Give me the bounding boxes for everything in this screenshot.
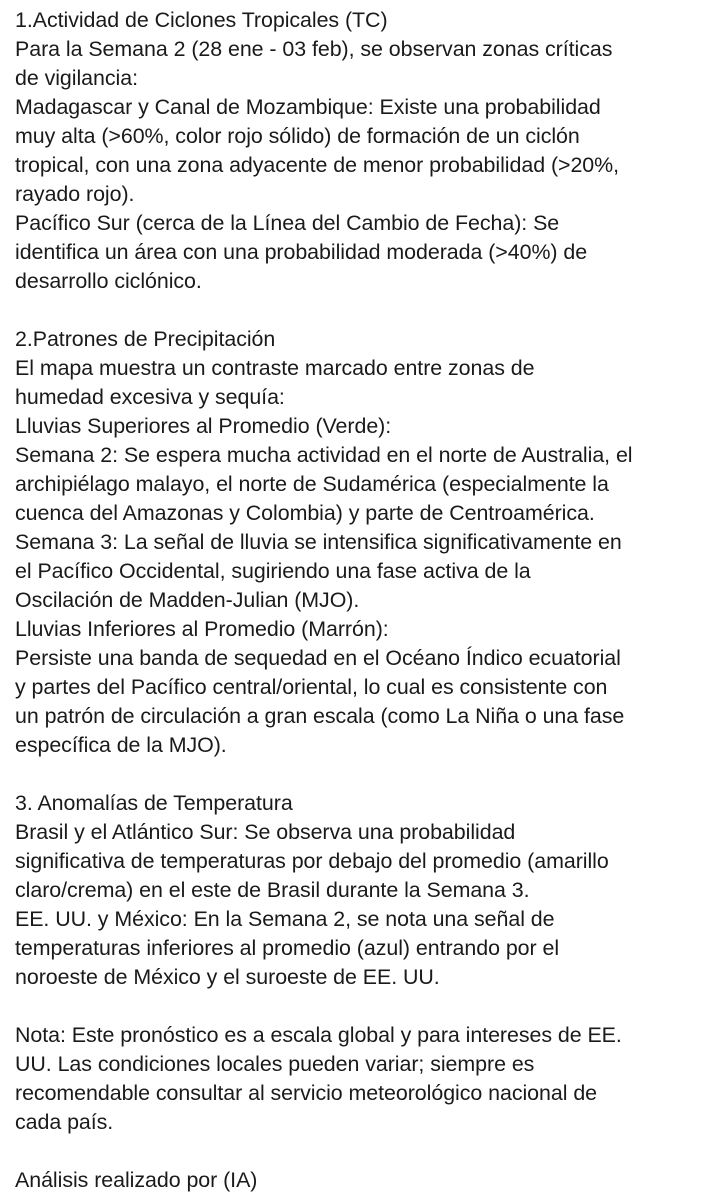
paragraph-gap (15, 760, 706, 789)
text-line: Pacífico Sur (cerca de la Línea del Cambio de Fecha): Se (15, 211, 560, 235)
signature-line: Análisis realizado por (IA) (15, 1168, 258, 1192)
paragraph-gap (15, 296, 706, 325)
section-nota (15, 1021, 706, 1137)
text-line: Semana 2: Se espera mucha actividad en el norte de Australia, el (15, 443, 633, 467)
text-line: Para la Semana 2 (28 ene - 03 feb), se observan zonas críticas (15, 37, 613, 61)
text-line: noroeste de México y el suroeste de EE. UU. (15, 965, 440, 989)
section-temperatura (15, 789, 706, 992)
text-line: humedad excesiva y sequía: (15, 385, 285, 409)
section-heading: 3. Anomalías de Temperatura (15, 791, 293, 815)
text-line: un patrón de circulación a gran escala (como La Niña o una fase (15, 704, 625, 728)
text-line: cada país. (15, 1110, 114, 1134)
text-line: claro/crema) en el este de Brasil durante la Semana 3. (15, 878, 530, 902)
text-line: Oscilación de Madden-Julian (MJO). (15, 588, 360, 612)
paragraph-gap (15, 992, 706, 1021)
text-line: Madagascar y Canal de Mozambique: Existe una probabilidad (15, 95, 601, 119)
text-line: El mapa muestra un contraste marcado entre zonas de (15, 356, 535, 380)
text-line: Lluvias Inferiores al Promedio (Marrón): (15, 617, 389, 641)
text-line: y partes del Pacífico central/oriental, lo cual es consistente con (15, 675, 608, 699)
section-heading: 2.Patrones de Precipitación (15, 327, 276, 351)
text-line: de vigilancia: (15, 66, 138, 90)
section-precipitacion (15, 325, 706, 760)
text-line: Persiste una banda de sequedad en el Océano Índico ecuatorial (15, 646, 621, 670)
paragraph-gap (15, 1137, 706, 1166)
text-line: Semana 3: La señal de lluvia se intensifica significativamente en (15, 530, 622, 554)
text-line: el Pacífico Occidental, sugiriendo una fase activa de la (15, 559, 531, 583)
text-line: identifica un área con una probabilidad moderada (>40%) de (15, 240, 588, 264)
text-line: muy alta (>60%, color rojo sólido) de formación de un ciclón (15, 124, 580, 148)
text-line: Brasil y el Atlántico Sur: Se observa una probabilidad (15, 820, 516, 844)
text-line: tropical, con una zona adyacente de menor probabilidad (>20%, (15, 153, 620, 177)
text-line: significativa de temperaturas por debajo del promedio (amarillo (15, 849, 609, 873)
text-line: archipiélago malayo, el norte de Sudamérica (especialmente la (15, 472, 609, 496)
section-firma (15, 1166, 706, 1195)
text-line: EE. UU. y México: En la Semana 2, se nota una señal de (15, 907, 555, 931)
section-ciclones (15, 6, 706, 296)
text-line: UU. Las condiciones locales pueden variar; siempre es (15, 1052, 535, 1076)
text-line: recomendable consultar al servicio meteorológico nacional de (15, 1081, 598, 1105)
text-line: específica de la MJO). (15, 733, 227, 757)
text-line: Nota: Este pronóstico es a escala global y para intereses de EE. (15, 1023, 622, 1047)
text-line: rayado rojo). (15, 182, 135, 206)
section-heading: 1.Actividad de Ciclones Tropicales (TC) (15, 8, 388, 32)
text-line: Lluvias Superiores al Promedio (Verde): (15, 414, 392, 438)
text-line: temperaturas inferiores al promedio (azul) entrando por el (15, 936, 560, 960)
text-line: desarrollo ciclónico. (15, 269, 202, 293)
text-line: cuenca del Amazonas y Colombia) y parte de Centroamérica. (15, 501, 595, 525)
